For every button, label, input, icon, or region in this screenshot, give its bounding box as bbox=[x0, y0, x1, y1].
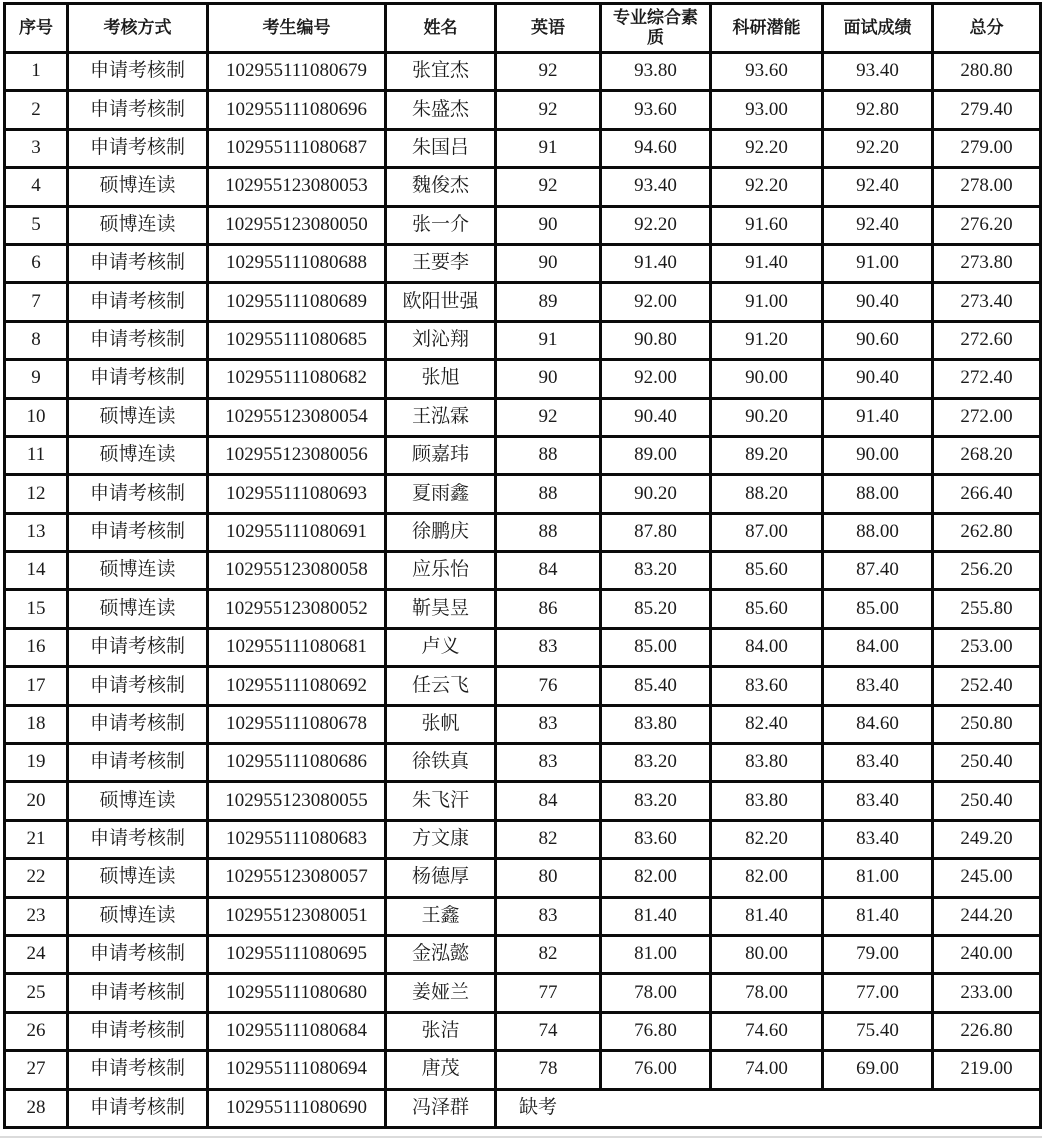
professional-cell: 90.40 bbox=[601, 398, 711, 436]
professional-cell: 81.00 bbox=[601, 935, 711, 973]
candidate-id-cell: 102955111080683 bbox=[208, 820, 386, 858]
seq-cell: 13 bbox=[5, 513, 68, 551]
col-header-english: 英语 bbox=[496, 4, 601, 53]
seq-cell: 27 bbox=[5, 1051, 68, 1089]
seq-cell: 7 bbox=[5, 283, 68, 321]
name-cell: 冯泽群 bbox=[386, 1089, 496, 1127]
col-header-total: 总分 bbox=[933, 4, 1041, 53]
method-cell: 硕博连读 bbox=[68, 398, 208, 436]
interview-cell: 90.40 bbox=[823, 283, 933, 321]
candidate-id-cell: 102955111080691 bbox=[208, 513, 386, 551]
name-cell: 张帆 bbox=[386, 705, 496, 743]
interview-cell: 91.00 bbox=[823, 244, 933, 282]
method-cell: 硕博连读 bbox=[68, 782, 208, 820]
total-cell: 253.00 bbox=[933, 628, 1041, 666]
english-cell: 91 bbox=[496, 321, 601, 359]
total-cell: 273.80 bbox=[933, 244, 1041, 282]
total-cell: 279.40 bbox=[933, 91, 1041, 129]
research-cell: 83.80 bbox=[711, 782, 823, 820]
seq-cell: 28 bbox=[5, 1089, 68, 1127]
english-cell: 83 bbox=[496, 744, 601, 782]
method-cell: 申请考核制 bbox=[68, 1012, 208, 1050]
candidate-id-cell: 102955123080053 bbox=[208, 168, 386, 206]
interview-cell: 92.20 bbox=[823, 129, 933, 167]
header-row bbox=[5, 4, 1041, 53]
col-header-professional-label: 专业综合素质 bbox=[613, 8, 698, 47]
english-cell: 83 bbox=[496, 628, 601, 666]
name-cell: 张洁 bbox=[386, 1012, 496, 1050]
english-cell: 82 bbox=[496, 820, 601, 858]
research-cell: 85.60 bbox=[711, 590, 823, 628]
interview-cell: 90.00 bbox=[823, 436, 933, 474]
professional-cell: 92.20 bbox=[601, 206, 711, 244]
name-cell: 张旭 bbox=[386, 360, 496, 398]
total-cell: 278.00 bbox=[933, 168, 1041, 206]
candidate-id-cell: 102955123080051 bbox=[208, 897, 386, 935]
candidate-id-cell: 102955111080695 bbox=[208, 935, 386, 973]
english-cell: 74 bbox=[496, 1012, 601, 1050]
table-row bbox=[5, 168, 1041, 206]
research-cell: 91.40 bbox=[711, 244, 823, 282]
research-cell: 93.60 bbox=[711, 53, 823, 91]
interview-cell: 69.00 bbox=[823, 1051, 933, 1089]
name-cell: 应乐怡 bbox=[386, 552, 496, 590]
seq-cell: 21 bbox=[5, 820, 68, 858]
research-cell: 91.00 bbox=[711, 283, 823, 321]
seq-cell: 16 bbox=[5, 628, 68, 666]
col-header-seq: 序号 bbox=[5, 4, 68, 53]
total-cell: 219.00 bbox=[933, 1051, 1041, 1089]
interview-cell: 87.40 bbox=[823, 552, 933, 590]
research-cell: 88.20 bbox=[711, 475, 823, 513]
seq-cell: 14 bbox=[5, 552, 68, 590]
interview-cell: 81.40 bbox=[823, 897, 933, 935]
english-cell: 80 bbox=[496, 859, 601, 897]
interview-cell: 81.00 bbox=[823, 859, 933, 897]
total-cell: 272.00 bbox=[933, 398, 1041, 436]
interview-cell: 93.40 bbox=[823, 53, 933, 91]
interview-cell: 92.40 bbox=[823, 206, 933, 244]
seq-cell: 11 bbox=[5, 436, 68, 474]
total-cell: 252.40 bbox=[933, 667, 1041, 705]
seq-cell: 15 bbox=[5, 590, 68, 628]
professional-cell: 76.00 bbox=[601, 1051, 711, 1089]
seq-cell: 4 bbox=[5, 168, 68, 206]
research-cell: 83.80 bbox=[711, 744, 823, 782]
table-row bbox=[5, 782, 1041, 820]
seq-cell: 17 bbox=[5, 667, 68, 705]
method-cell: 申请考核制 bbox=[68, 705, 208, 743]
research-cell: 89.20 bbox=[711, 436, 823, 474]
research-cell: 92.20 bbox=[711, 129, 823, 167]
method-cell: 申请考核制 bbox=[68, 667, 208, 705]
candidate-id-cell: 102955111080694 bbox=[208, 1051, 386, 1089]
name-cell: 朱国吕 bbox=[386, 129, 496, 167]
english-cell: 90 bbox=[496, 360, 601, 398]
candidate-id-cell: 102955111080689 bbox=[208, 283, 386, 321]
method-cell: 申请考核制 bbox=[68, 1089, 208, 1127]
table-row bbox=[5, 667, 1041, 705]
name-cell: 张宜杰 bbox=[386, 53, 496, 91]
total-cell: 233.00 bbox=[933, 974, 1041, 1012]
name-cell: 杨德厚 bbox=[386, 859, 496, 897]
research-cell: 82.20 bbox=[711, 820, 823, 858]
english-cell: 90 bbox=[496, 206, 601, 244]
method-cell: 硕博连读 bbox=[68, 897, 208, 935]
method-cell: 硕博连读 bbox=[68, 168, 208, 206]
interview-cell: 85.00 bbox=[823, 590, 933, 628]
candidate-id-cell: 102955111080678 bbox=[208, 705, 386, 743]
professional-cell: 89.00 bbox=[601, 436, 711, 474]
table-row bbox=[5, 552, 1041, 590]
english-cell: 84 bbox=[496, 552, 601, 590]
table-row bbox=[5, 206, 1041, 244]
professional-cell: 93.60 bbox=[601, 91, 711, 129]
name-cell: 夏雨鑫 bbox=[386, 475, 496, 513]
table-row bbox=[5, 283, 1041, 321]
candidate-id-cell: 102955111080688 bbox=[208, 244, 386, 282]
seq-cell: 12 bbox=[5, 475, 68, 513]
interview-cell: 88.00 bbox=[823, 475, 933, 513]
seq-cell: 3 bbox=[5, 129, 68, 167]
method-cell: 申请考核制 bbox=[68, 244, 208, 282]
candidate-id-cell: 102955123080050 bbox=[208, 206, 386, 244]
professional-cell: 83.20 bbox=[601, 782, 711, 820]
name-cell: 朱盛杰 bbox=[386, 91, 496, 129]
seq-cell: 26 bbox=[5, 1012, 68, 1050]
english-cell: 92 bbox=[496, 168, 601, 206]
research-cell: 91.60 bbox=[711, 206, 823, 244]
english-cell: 88 bbox=[496, 513, 601, 551]
english-cell: 88 bbox=[496, 475, 601, 513]
english-cell: 92 bbox=[496, 91, 601, 129]
col-header-professional bbox=[601, 4, 711, 53]
professional-cell: 83.80 bbox=[601, 705, 711, 743]
method-cell: 申请考核制 bbox=[68, 321, 208, 359]
name-cell: 徐鹏庆 bbox=[386, 513, 496, 551]
seq-cell: 20 bbox=[5, 782, 68, 820]
name-cell: 方文康 bbox=[386, 820, 496, 858]
method-cell: 硕博连读 bbox=[68, 859, 208, 897]
table-row bbox=[5, 935, 1041, 973]
professional-cell: 91.40 bbox=[601, 244, 711, 282]
method-cell: 申请考核制 bbox=[68, 91, 208, 129]
research-cell: 81.40 bbox=[711, 897, 823, 935]
research-cell: 74.60 bbox=[711, 1012, 823, 1050]
english-cell: 86 bbox=[496, 590, 601, 628]
method-cell: 硕博连读 bbox=[68, 436, 208, 474]
professional-cell: 76.80 bbox=[601, 1012, 711, 1050]
candidate-id-cell: 102955123080056 bbox=[208, 436, 386, 474]
interview-cell: 77.00 bbox=[823, 974, 933, 1012]
name-cell: 靳昊昱 bbox=[386, 590, 496, 628]
professional-cell: 87.80 bbox=[601, 513, 711, 551]
name-cell: 姜娅兰 bbox=[386, 974, 496, 1012]
research-cell: 83.60 bbox=[711, 667, 823, 705]
table-row bbox=[5, 590, 1041, 628]
professional-cell: 78.00 bbox=[601, 974, 711, 1012]
method-cell: 硕博连读 bbox=[68, 206, 208, 244]
name-cell: 王要李 bbox=[386, 244, 496, 282]
table-row bbox=[5, 705, 1041, 743]
professional-cell: 83.60 bbox=[601, 820, 711, 858]
interview-cell: 92.40 bbox=[823, 168, 933, 206]
method-cell: 申请考核制 bbox=[68, 475, 208, 513]
professional-cell: 85.40 bbox=[601, 667, 711, 705]
seq-cell: 2 bbox=[5, 91, 68, 129]
seq-cell: 5 bbox=[5, 206, 68, 244]
method-cell: 申请考核制 bbox=[68, 513, 208, 551]
professional-cell: 92.00 bbox=[601, 360, 711, 398]
table-row bbox=[5, 398, 1041, 436]
candidate-id-cell: 102955111080686 bbox=[208, 744, 386, 782]
candidate-id-cell: 102955123080054 bbox=[208, 398, 386, 436]
candidate-id-cell: 102955111080687 bbox=[208, 129, 386, 167]
interview-cell: 92.80 bbox=[823, 91, 933, 129]
table-row bbox=[5, 897, 1041, 935]
name-cell: 王泓霖 bbox=[386, 398, 496, 436]
page-bottom-scan-line bbox=[0, 1136, 1042, 1138]
method-cell: 申请考核制 bbox=[68, 283, 208, 321]
total-cell: 279.00 bbox=[933, 129, 1041, 167]
english-cell: 83 bbox=[496, 897, 601, 935]
english-cell: 88 bbox=[496, 436, 601, 474]
name-cell: 朱飞汗 bbox=[386, 782, 496, 820]
seq-cell: 22 bbox=[5, 859, 68, 897]
candidate-id-cell: 102955111080693 bbox=[208, 475, 386, 513]
total-cell: 250.40 bbox=[933, 744, 1041, 782]
table-row bbox=[5, 1012, 1041, 1050]
candidate-id-cell: 102955123080058 bbox=[208, 552, 386, 590]
name-cell: 王鑫 bbox=[386, 897, 496, 935]
total-cell: 272.40 bbox=[933, 360, 1041, 398]
research-cell: 82.40 bbox=[711, 705, 823, 743]
research-cell: 84.00 bbox=[711, 628, 823, 666]
seq-cell: 1 bbox=[5, 53, 68, 91]
name-cell: 任云飞 bbox=[386, 667, 496, 705]
absent-cell: 缺考 bbox=[496, 1089, 1041, 1127]
total-cell: 240.00 bbox=[933, 935, 1041, 973]
english-cell: 91 bbox=[496, 129, 601, 167]
table-row bbox=[5, 53, 1041, 91]
seq-cell: 25 bbox=[5, 974, 68, 1012]
professional-cell: 93.80 bbox=[601, 53, 711, 91]
candidate-id-cell: 102955111080696 bbox=[208, 91, 386, 129]
english-cell: 83 bbox=[496, 705, 601, 743]
research-cell: 87.00 bbox=[711, 513, 823, 551]
total-cell: 276.20 bbox=[933, 206, 1041, 244]
table-row bbox=[5, 820, 1041, 858]
interview-cell: 79.00 bbox=[823, 935, 933, 973]
candidate-id-cell: 102955111080692 bbox=[208, 667, 386, 705]
professional-cell: 92.00 bbox=[601, 283, 711, 321]
professional-cell: 83.20 bbox=[601, 744, 711, 782]
table-row bbox=[5, 129, 1041, 167]
professional-cell: 94.60 bbox=[601, 129, 711, 167]
research-cell: 92.20 bbox=[711, 168, 823, 206]
english-cell: 82 bbox=[496, 935, 601, 973]
table-row bbox=[5, 859, 1041, 897]
english-cell: 78 bbox=[496, 1051, 601, 1089]
table-row bbox=[5, 91, 1041, 129]
table-row bbox=[5, 436, 1041, 474]
research-cell: 85.60 bbox=[711, 552, 823, 590]
research-cell: 93.00 bbox=[711, 91, 823, 129]
seq-cell: 8 bbox=[5, 321, 68, 359]
table-row bbox=[5, 974, 1041, 1012]
seq-cell: 9 bbox=[5, 360, 68, 398]
interview-cell: 90.40 bbox=[823, 360, 933, 398]
interview-cell: 91.40 bbox=[823, 398, 933, 436]
research-cell: 91.20 bbox=[711, 321, 823, 359]
professional-cell: 90.80 bbox=[601, 321, 711, 359]
score-table bbox=[3, 2, 1042, 1129]
candidate-id-cell: 102955111080682 bbox=[208, 360, 386, 398]
research-cell: 90.00 bbox=[711, 360, 823, 398]
name-cell: 金泓懿 bbox=[386, 935, 496, 973]
total-cell: 280.80 bbox=[933, 53, 1041, 91]
name-cell: 张一介 bbox=[386, 206, 496, 244]
professional-cell: 93.40 bbox=[601, 168, 711, 206]
method-cell: 申请考核制 bbox=[68, 974, 208, 1012]
total-cell: 272.60 bbox=[933, 321, 1041, 359]
candidate-id-cell: 102955111080684 bbox=[208, 1012, 386, 1050]
name-cell: 徐铁真 bbox=[386, 744, 496, 782]
candidate-id-cell: 102955123080055 bbox=[208, 782, 386, 820]
professional-cell: 85.20 bbox=[601, 590, 711, 628]
method-cell: 申请考核制 bbox=[68, 53, 208, 91]
name-cell: 魏俊杰 bbox=[386, 168, 496, 206]
interview-cell: 84.60 bbox=[823, 705, 933, 743]
table-row bbox=[5, 321, 1041, 359]
research-cell: 80.00 bbox=[711, 935, 823, 973]
method-cell: 申请考核制 bbox=[68, 820, 208, 858]
score-table-body bbox=[5, 53, 1041, 1128]
col-header-candidate-id: 考生编号 bbox=[208, 4, 386, 53]
english-cell: 92 bbox=[496, 53, 601, 91]
table-row bbox=[5, 1089, 1041, 1127]
method-cell: 申请考核制 bbox=[68, 935, 208, 973]
total-cell: 255.80 bbox=[933, 590, 1041, 628]
total-cell: 250.40 bbox=[933, 782, 1041, 820]
seq-cell: 6 bbox=[5, 244, 68, 282]
method-cell: 硕博连读 bbox=[68, 552, 208, 590]
table-row bbox=[5, 244, 1041, 282]
method-cell: 申请考核制 bbox=[68, 744, 208, 782]
english-cell: 89 bbox=[496, 283, 601, 321]
research-cell: 74.00 bbox=[711, 1051, 823, 1089]
total-cell: 250.80 bbox=[933, 705, 1041, 743]
name-cell: 卢义 bbox=[386, 628, 496, 666]
col-header-interview: 面试成绩 bbox=[823, 4, 933, 53]
interview-cell: 83.40 bbox=[823, 782, 933, 820]
professional-cell: 90.20 bbox=[601, 475, 711, 513]
total-cell: 262.80 bbox=[933, 513, 1041, 551]
seq-cell: 18 bbox=[5, 705, 68, 743]
table-row bbox=[5, 513, 1041, 551]
research-cell: 90.20 bbox=[711, 398, 823, 436]
score-table-header bbox=[5, 4, 1041, 53]
seq-cell: 23 bbox=[5, 897, 68, 935]
candidate-id-cell: 102955123080057 bbox=[208, 859, 386, 897]
total-cell: 249.20 bbox=[933, 820, 1041, 858]
candidate-id-cell: 102955111080680 bbox=[208, 974, 386, 1012]
professional-cell: 81.40 bbox=[601, 897, 711, 935]
name-cell: 顾嘉玮 bbox=[386, 436, 496, 474]
professional-cell: 83.20 bbox=[601, 552, 711, 590]
professional-cell: 82.00 bbox=[601, 859, 711, 897]
method-cell: 硕博连读 bbox=[68, 590, 208, 628]
research-cell: 82.00 bbox=[711, 859, 823, 897]
interview-cell: 88.00 bbox=[823, 513, 933, 551]
table-row bbox=[5, 475, 1041, 513]
total-cell: 256.20 bbox=[933, 552, 1041, 590]
candidate-id-cell: 102955111080690 bbox=[208, 1089, 386, 1127]
total-cell: 226.80 bbox=[933, 1012, 1041, 1050]
total-cell: 268.20 bbox=[933, 436, 1041, 474]
research-cell: 78.00 bbox=[711, 974, 823, 1012]
english-cell: 92 bbox=[496, 398, 601, 436]
seq-cell: 10 bbox=[5, 398, 68, 436]
name-cell: 唐茂 bbox=[386, 1051, 496, 1089]
table-row bbox=[5, 1051, 1041, 1089]
name-cell: 欧阳世强 bbox=[386, 283, 496, 321]
col-header-name: 姓名 bbox=[386, 4, 496, 53]
method-cell: 申请考核制 bbox=[68, 1051, 208, 1089]
total-cell: 266.40 bbox=[933, 475, 1041, 513]
candidate-id-cell: 102955111080685 bbox=[208, 321, 386, 359]
seq-cell: 19 bbox=[5, 744, 68, 782]
interview-cell: 90.60 bbox=[823, 321, 933, 359]
english-cell: 77 bbox=[496, 974, 601, 1012]
professional-cell: 85.00 bbox=[601, 628, 711, 666]
name-cell: 刘沁翔 bbox=[386, 321, 496, 359]
table-row bbox=[5, 628, 1041, 666]
candidate-id-cell: 102955111080681 bbox=[208, 628, 386, 666]
total-cell: 273.40 bbox=[933, 283, 1041, 321]
col-header-method: 考核方式 bbox=[68, 4, 208, 53]
interview-cell: 75.40 bbox=[823, 1012, 933, 1050]
method-cell: 申请考核制 bbox=[68, 360, 208, 398]
english-cell: 90 bbox=[496, 244, 601, 282]
interview-cell: 84.00 bbox=[823, 628, 933, 666]
total-cell: 244.20 bbox=[933, 897, 1041, 935]
table-row bbox=[5, 360, 1041, 398]
interview-cell: 83.40 bbox=[823, 667, 933, 705]
total-cell: 245.00 bbox=[933, 859, 1041, 897]
seq-cell: 24 bbox=[5, 935, 68, 973]
english-cell: 84 bbox=[496, 782, 601, 820]
interview-cell: 83.40 bbox=[823, 820, 933, 858]
interview-cell: 83.40 bbox=[823, 744, 933, 782]
candidate-id-cell: 102955123080052 bbox=[208, 590, 386, 628]
method-cell: 申请考核制 bbox=[68, 628, 208, 666]
method-cell: 申请考核制 bbox=[68, 129, 208, 167]
col-header-research: 科研潜能 bbox=[711, 4, 823, 53]
candidate-id-cell: 102955111080679 bbox=[208, 53, 386, 91]
english-cell: 76 bbox=[496, 667, 601, 705]
table-row bbox=[5, 744, 1041, 782]
